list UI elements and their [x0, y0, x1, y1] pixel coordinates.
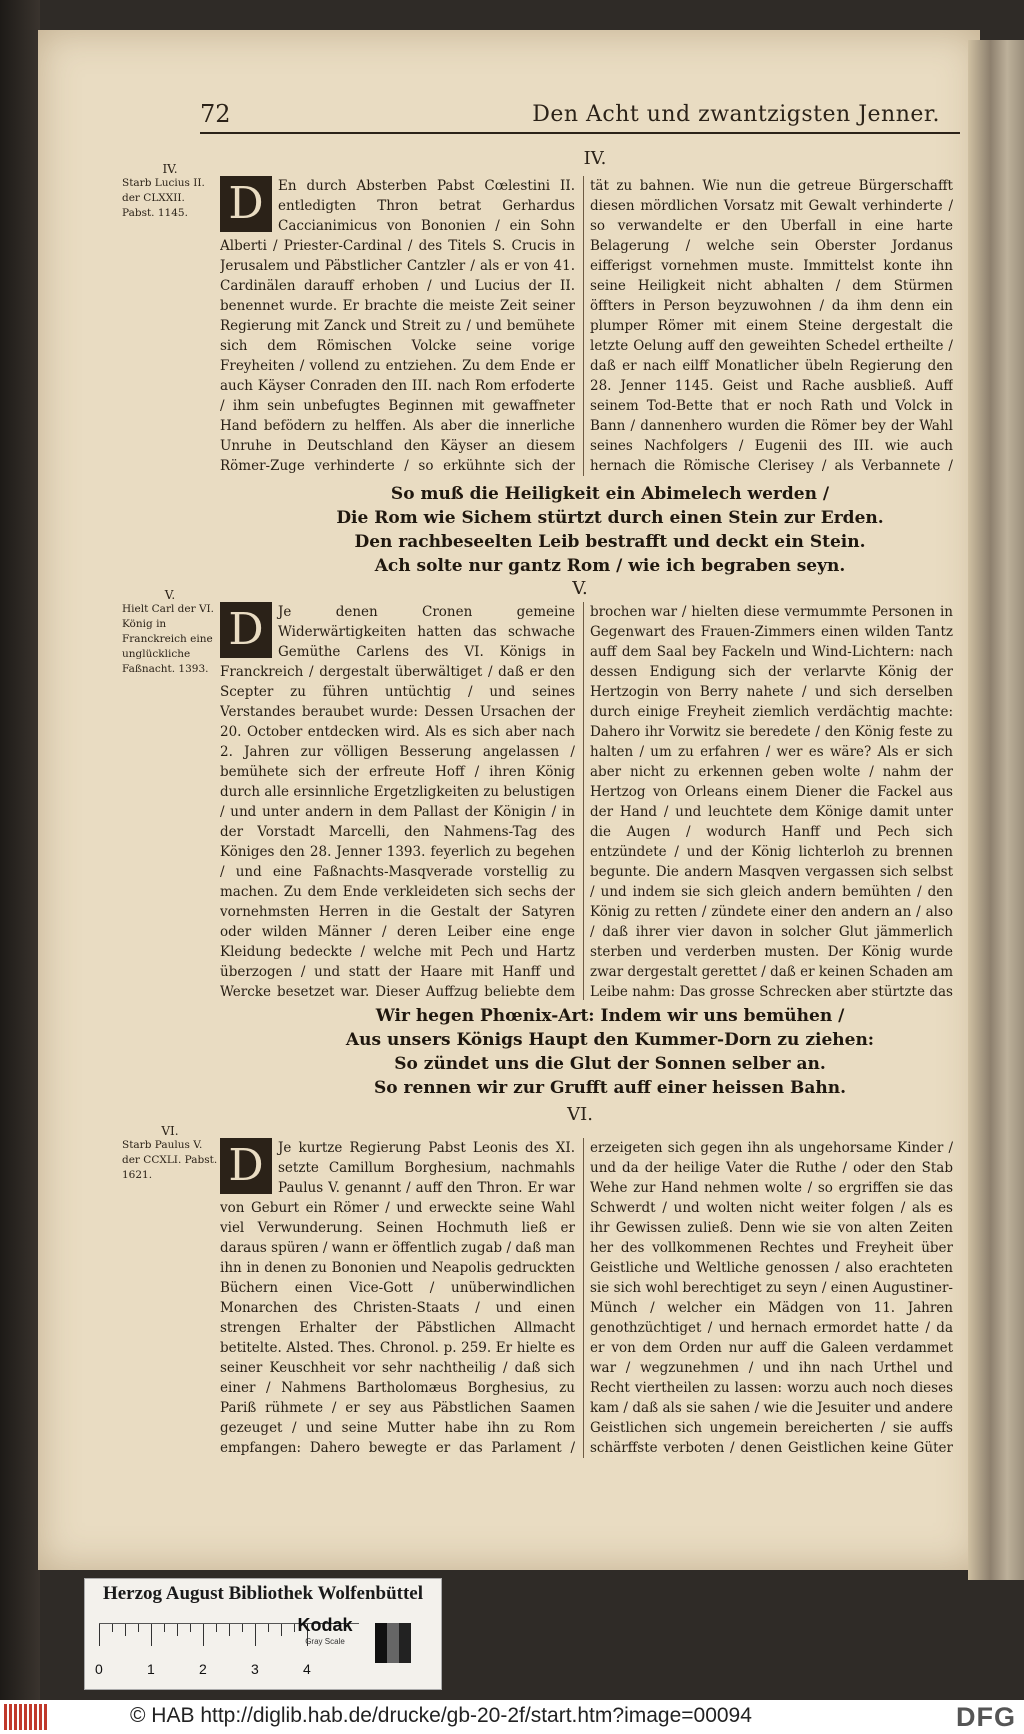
verse-line: Wir hegen Phœnix-Art: Indem wir uns bemühen /	[375, 1006, 845, 1026]
column-right: brochen war / hielten diese vermummte Personen in Gegenwart des Frauen-Zimmers einen wilden Tantz auff dem Saal bey Fackeln und Wind-Lichtern: nach dessen Endigung sich der verlarvte König der Hertzogin von Berry nahete / und sich derselben durch einige Freyheit ziemlich verdächtig machte: Dahero ihr Vorwitz sie beredete / den König feste zu halten / um zu erfahren / wer es wäre? Als er sich aber nicht zu erkennen geben wolte / nahm der Hertzog von Orleans einem Diener die Fackel aus der Hand / und leuchtete dem Könige damit unter die Augen / wodurch Hanff und Pech sich entzündete / und der König lichterloh zu brennen begunte. Die andern Masqven vergassen sich selbst / und indem sie sich gleich andern bemühten / den König zu retten / zündete einer den andern an / also / daß ihrer vier davon in solcher Glut jämmerlich sterben und verderben musten. Der König wurde zwar dergestalt gerettet / daß er keinen Schaden am Leibe nahm: Das grosse Schrecken aber stürtzte das	[590, 604, 953, 1000]
binding-shadow	[0, 0, 40, 1700]
dropcap: D	[220, 176, 272, 232]
column-divider	[583, 176, 584, 476]
margin-numeral: IV.	[162, 162, 178, 176]
gray-patch	[387, 1623, 399, 1663]
ruler-tick	[177, 1624, 178, 1636]
column-left	[220, 1138, 575, 1460]
gray-scale-label: Gray Scale	[305, 1637, 345, 1646]
verse-line: Aus unsers Königs Haupt den Kummer-Dorn zu ziehen:	[345, 1030, 875, 1050]
bleed-through-margin	[980, 120, 1024, 1520]
ruler-tick	[268, 1624, 269, 1632]
page-header	[200, 100, 960, 134]
ruler-tick	[203, 1624, 204, 1646]
verse	[290, 1004, 930, 1100]
verse-line: Die Rom wie Sichem stürtzt durch einen Stein zur Erden.	[336, 508, 884, 528]
verse-line: So muß die Heiligkeit ein Abimelech werden /	[390, 484, 830, 504]
footer-credit: © HAB http://diglib.hab.de/drucke/gb-20-2f/start.htm?image=00094	[130, 1704, 752, 1727]
dropcap: D	[220, 602, 272, 658]
column-text: Je denen Cronen gemeine Widerwärtigkeiten hatten das schwache Gemüthe Carlens des VI. Königs in Franckreich / dergestalt überwältiget / daß er den Scepter zu führen untüchtig / und seines Verstandes beraubet wurde: Dessen Ursachen der 20. October entdecken wird. Als es sich aber nach 2. Jahren zur völligen Besserung angelassen / bemühete sich der erfreute Hoff / ihren König durch alle ersinnliche Ergetzligkeiten zu belustigen / und unter andern in dem Pallast der Königin / in der Vorstadt Marcelli, den Nahmens-Tag des Königes den 28. Jenner 1393. feyerlich zu begehen / und eine Faßnachts-Masqverade vorstellig zu machen. Zu dem Ende verkleideten sich sechs der vornehmsten Herren in die Gestalt der Satyren oder wilden Männer / deren Leiber eine enge Kleidung bedeckte / welche mit Pech und Hartz überzogen / und statt der Haare mit Hanff und Wercke besetzet war. Dieser Auffzug beliebte dem	[220, 604, 575, 1000]
verse	[290, 482, 930, 578]
ruler-tick	[164, 1624, 165, 1632]
verse-line: So zündet uns die Glut der Sonnen selber an.	[394, 1054, 826, 1074]
verse-line: Ach solte nur gantz Rom / wie ich begraben seyn.	[374, 556, 846, 576]
barcode-icon	[4, 1704, 48, 1730]
section-numeral: V.	[572, 578, 588, 599]
ruler-tick	[125, 1624, 126, 1636]
ruler-tick	[151, 1624, 152, 1646]
ruler-tick	[255, 1624, 256, 1646]
ruler-tick	[190, 1624, 191, 1632]
gray-patch	[375, 1623, 387, 1663]
ruler-number: 4	[303, 1661, 311, 1677]
column-divider	[583, 1138, 584, 1458]
library-color-card	[84, 1578, 442, 1690]
ruler-number: 1	[147, 1661, 155, 1677]
column-left	[220, 602, 575, 1002]
column-divider	[583, 602, 584, 1000]
margin-numeral: VI.	[161, 1124, 179, 1138]
verse-line: Den rachbeseelten Leib bestrafft und deckt ein Stein.	[354, 532, 866, 552]
verse-line: So rennen wir zur Grufft auff einer heissen Bahn.	[374, 1078, 846, 1098]
column-right: erzeigeten sich gegen ihn als ungehorsame Kinder / und da der heilige Vater die Ruthe / oder den Stab Wehe zur Hand nehmen wolte / so ergriffen sie das Schwerdt / und wolten nicht weiter folgen / als es ihr Gewissen zuließ. Denn wie sie von alten Zeiten her des vollkommenen Rechtes und Freyheit über Geistliche und Weltliche genossen / also erachteten sie sich wohl berechtiget zu seyn / einen Augustiner-Münch / welcher ein Mädgen von 11. Jahren genothzüchtiget / und hernach ermordet hatte / da er von dem Orden nur auff die Galeen verdammet war / wegzunehmen / und ihn nach Urthel und Recht viertheilen zu lassen: worzu auch noch dieses kam / daß als sie sahen / wie die Jesuiter und andere Geistlichen sich ungemein bereicherten / sie auffs schärffste verboten / denen Geistlichen keine Güter	[590, 1140, 953, 1456]
ruler-tick	[229, 1624, 230, 1636]
margin-note: Starb Paulus V. der CCXLI. Pabst. 1621.	[122, 1139, 218, 1181]
column-text: En durch Absterben Pabst Cœlestini II. entledigten Thron betrat Gerhardus Caccianimicus von Bononien / ein Sohn Alberti / Priester-Cardinal / des Titels S. Crucis in Jerusalem und Päbstlicher Cantzler / als er von 41. Cardinälen darauff erhoben / und Lucius der II. benennet wurde. Er brachte die meiste Zeit seiner Regierung mit Zanck und Streit zu / und bemühete sich dem Römischen Volcke seine vorige Freyheiten / vollend zu entziehen. Zu dem Ende er auch Käyser Conraden den III. nach Rom erfoderte / ihm sein unbefugtes Beginnen mit gewaffneter Hand befödern zu helffen. Als aber die innerliche Unruhe in Deutschland den Käyser an diesem Römer-Zuge verhinderte / so erkühnte sich der	[220, 178, 575, 474]
kodak-label: Kodak	[297, 1615, 353, 1635]
section-numeral: VI.	[567, 1104, 593, 1125]
column-left	[220, 176, 575, 478]
margin-numeral: V.	[164, 588, 176, 602]
ruler-number: 2	[199, 1661, 207, 1677]
dropcap: D	[220, 1138, 272, 1194]
dfg-logo: DFG	[956, 1702, 1016, 1732]
ruler-tick	[242, 1624, 243, 1632]
margin-note: Hielt Carl der VI. König in Franckreich eine unglückliche Faßnacht. 1393.	[122, 603, 215, 675]
footer-bar	[0, 1700, 1024, 1734]
library-name: Herzog August Bibliothek Wolfenbüttel	[102, 1583, 424, 1604]
ruler-tick	[99, 1624, 100, 1646]
column-right: tät zu bahnen. Wie nun die getreue Bürgerschafft diesen mördlichen Vorsatz mit Gewalt verhinderte / so verwandelte er den Uberfall in eine harte Belagerung / welche sein Oberster Jordanus eifferigst vornehmen muste. Immittelst konte ihn seine Heiligkeit nicht abhalten / dem Stürmen öffters in Person beyzuwohnen / da ihm denn ein plumper Römer mit einem Steine dergestalt die letzte Oelung auff den geweihten Schedel ertheilte / daß er nach eilff Monatlicher übeln Regierung den 28. Jenner 1145. Geist und Rache ausbließ. Auff seinem Tod-Bette that er noch Rath und Volck in Bann / dannenhero wurden die Römer bey der Wahl seines Nachfolgers / Eugenii des III. wie auch hernach die Römische Clerisey / als Verbannete /	[590, 178, 953, 474]
ruler-tick	[112, 1624, 113, 1632]
section-numeral: IV.	[583, 148, 607, 169]
margin-note: Starb Lucius II. der CLXXII. Pabst. 1145.	[122, 177, 205, 219]
ruler-number: 3	[251, 1661, 259, 1677]
ruler-number: 0	[95, 1661, 103, 1677]
ruler-tick	[281, 1624, 282, 1636]
ruler-tick	[138, 1624, 139, 1632]
running-title: Den Acht und zwantzigsten Jenner.	[532, 102, 940, 127]
gray-patch	[399, 1623, 411, 1663]
ruler-tick	[216, 1624, 217, 1632]
column-text: Je kurtze Regierung Pabst Leonis des XI. setzte Camillum Borghesium, nachmahls Paulus V. genannt / auff den Thron. Er war von Geburt ein Römer / und erweckte seine Wahl viel Verwunderung. Seinen Hochmuth ließ er daraus spüren / wann er öffentlich zugab / daß man ihn in denen zu Bononien und Neapolis gedruckten Büchern einen Vice-Gott / unüberwindlichen Monarchen des Christen-Staats / und einen strengen Erhalter der Päbstlichen Allmacht betitelte. Alsted. Thes. Chronol. p. 259. Er hielte es seiner Keuschheit vor sehr nachtheilig / daß sich einer / Nahmens Bartholomæus Borghesius, zu Pariß rühmete / er sey aus Päbstlichen Saamen gezeuget / und seine Mutter habe ihn zu Rom empfangen: Dahero bewegte er das Parlament /	[220, 1140, 575, 1456]
page-number: 72	[200, 100, 231, 128]
